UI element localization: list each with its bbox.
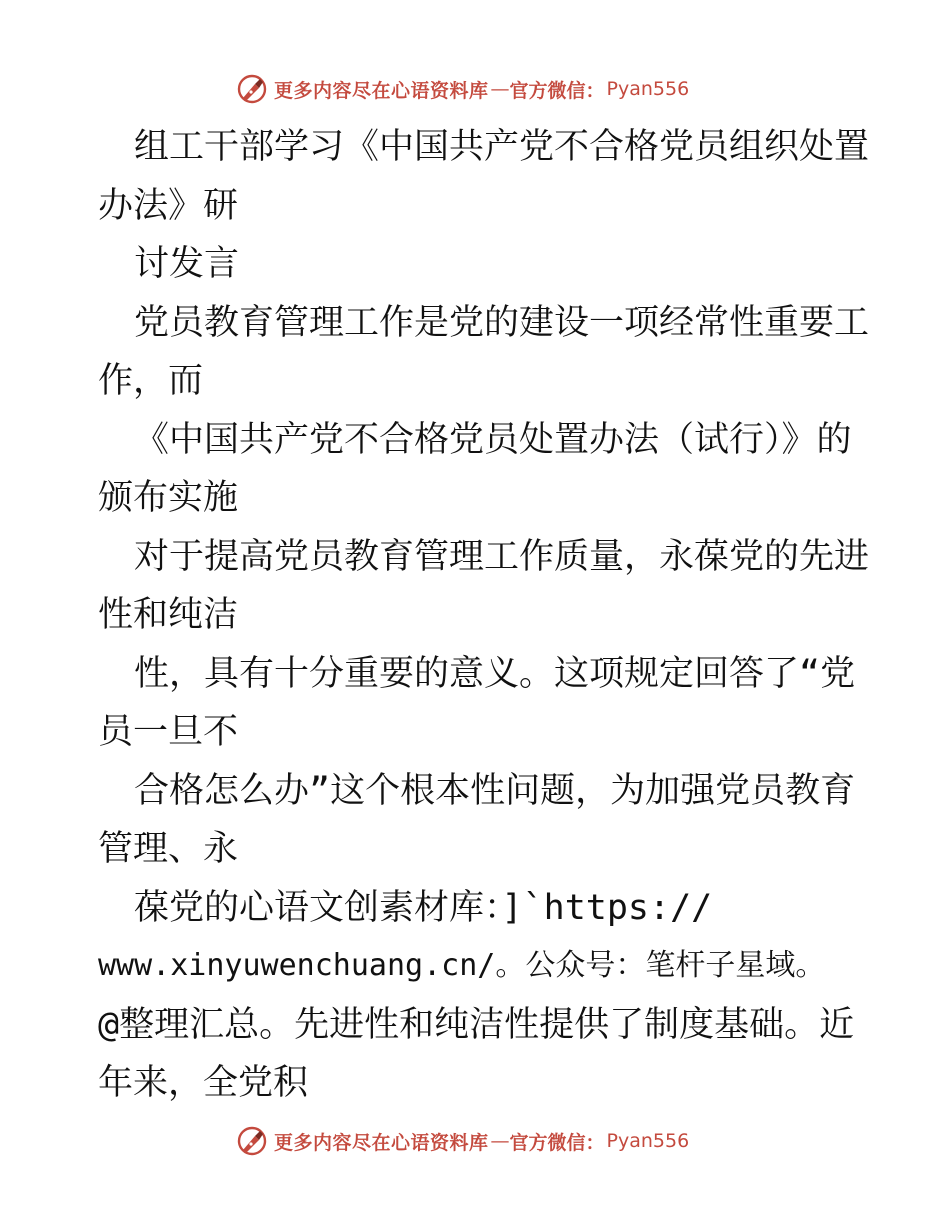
- header-banner: [236, 72, 689, 106]
- paragraph-line: 年来，全党积: [98, 1063, 309, 1103]
- paragraph-line: 葆党的心语文创素材库：]`https://: [134, 887, 713, 928]
- paragraph-line: 党员教育管理工作是党的建设一项经常性重要工: [134, 302, 870, 343]
- title-line-1: 组工干部学习《中国共产党不合格党员组织处置: [134, 127, 870, 167]
- footer-banner: [236, 1124, 689, 1158]
- title-line-3: 讨发言: [134, 244, 240, 284]
- paragraph-line: 作，而: [98, 361, 204, 401]
- pen-nib-logo-icon: [236, 1125, 268, 1157]
- paragraph-line: 管理、永: [98, 829, 239, 869]
- paragraph-line: 颁布实施: [98, 478, 239, 518]
- banner-slogan: 更多内容尽在心语资料库: [274, 79, 489, 102]
- banner-dash: —: [490, 78, 508, 100]
- banner-wechat-id: Pyan556: [606, 78, 690, 100]
- banner-wechat-label: 官方微信：: [509, 1131, 605, 1154]
- banner-wechat-id: Pyan556: [606, 1130, 690, 1152]
- paragraph-line: 性和纯洁: [98, 595, 239, 635]
- paragraph-line: 性，具有十分重要的意义。这项规定回答了“党: [134, 653, 856, 694]
- banner-wechat-label: 官方微信：: [509, 79, 605, 102]
- pen-nib-logo-icon: [236, 73, 268, 105]
- paragraph-line: @整理汇总。先进性和纯洁性提供了制度基础。近: [98, 1004, 855, 1045]
- paragraph-line: 《中国共产党不合格党员处置办法（试行）》的: [134, 419, 852, 460]
- paragraph-line: 对于提高党员教育管理工作质量，永葆党的先进: [134, 536, 870, 577]
- paragraph-line: www.xinyuwenchuang.cn/。公众号：笔杆子星域。: [98, 948, 826, 983]
- paragraph-line: 员一旦不: [98, 712, 239, 752]
- banner-dash: —: [490, 1130, 508, 1152]
- document-body: [98, 118, 870, 1113]
- banner-slogan: 更多内容尽在心语资料库: [274, 1131, 489, 1154]
- paragraph-line: 合格怎么办”这个根本性问题，为加强党员教育: [134, 770, 856, 811]
- title-line-2: 办法》研: [98, 185, 239, 226]
